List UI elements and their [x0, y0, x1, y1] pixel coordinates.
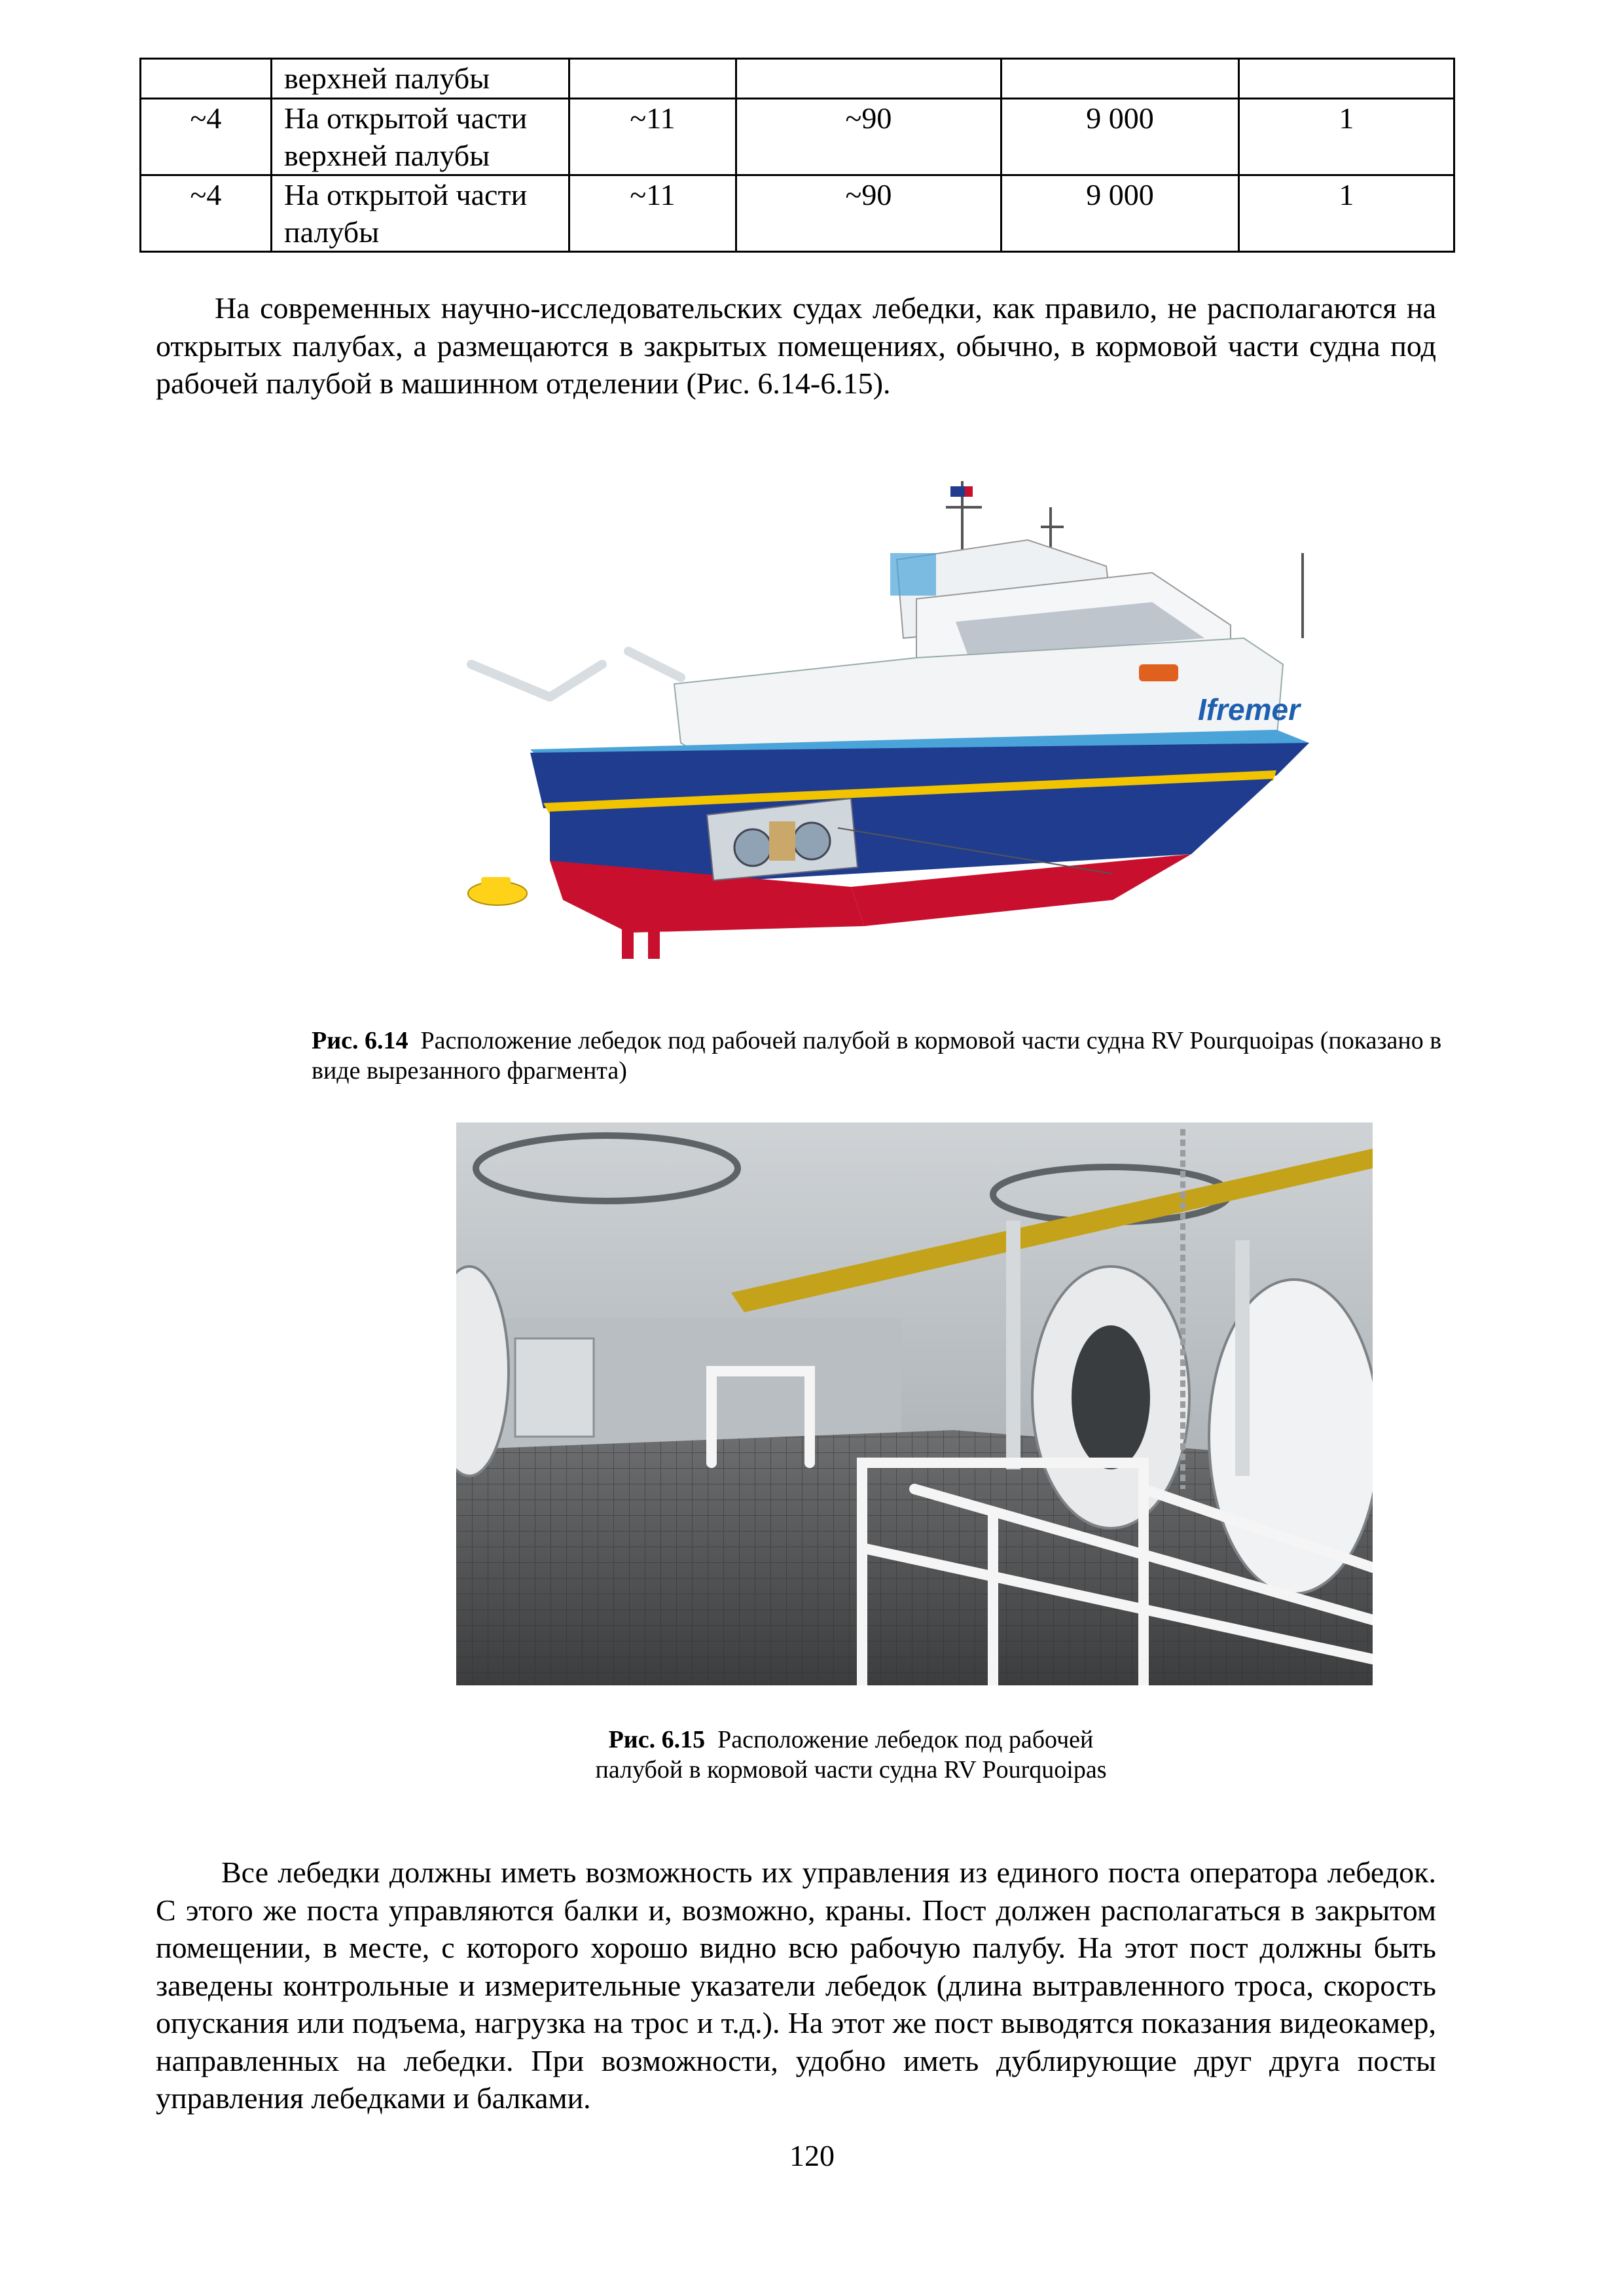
- caption-label: Рис. 6.14: [312, 1027, 408, 1054]
- table-cell: [569, 59, 736, 99]
- caption-line-1: Расположение лебедок под рабочей: [717, 1726, 1094, 1753]
- table-cell: верхней палубы: [272, 59, 569, 99]
- table-cell: ~4: [141, 175, 272, 252]
- table-cell: ~11: [569, 99, 736, 175]
- table-row: [141, 99, 1454, 175]
- caption-label: Рис. 6.15: [608, 1726, 706, 1753]
- lifeboat: [1139, 664, 1178, 681]
- table-cell: ~90: [736, 99, 1001, 175]
- table-cell: 9 000: [1001, 99, 1239, 175]
- winch-room-photo: [456, 1122, 1373, 1685]
- stern-cranes: [471, 651, 681, 697]
- table-cell: ~90: [736, 175, 1001, 252]
- table-cell: ~4: [141, 99, 272, 175]
- table-row: [141, 59, 1454, 99]
- table-cell: 1: [1239, 175, 1454, 252]
- table-cell: ~11: [569, 175, 736, 252]
- table-cell: [141, 59, 272, 99]
- winch-table: [139, 58, 1455, 253]
- table-cell: На открытой части палубы: [272, 175, 569, 252]
- body-paragraph: На современных научно-исследовательских судах лебедки, как правило, не располагаются на открытых палубах, а размещаются в закрытых помещениях, обычно, в кормовой части судна под рабочей палубой в машинном отделении (Рис. 6.14-6.15).: [156, 291, 1436, 400]
- flag-icon: [950, 486, 965, 497]
- table-cell: [1239, 59, 1454, 99]
- figure-caption-6-14: [312, 1026, 1490, 1086]
- ifremer-logo: Ifremer: [1198, 692, 1300, 726]
- ship-cutaway-figure: [458, 468, 1322, 985]
- table-cell: 1: [1239, 99, 1454, 175]
- table-cell: На открытой части верхней палубы: [272, 99, 569, 175]
- figure-caption-6-15: [393, 1725, 1309, 1785]
- caption-text: Расположение лебедок под рабочей палубой в кормовой части судна RV Pourquoipas (показано в виде вырезанного фрагмента): [312, 1027, 1442, 1085]
- table-row: [141, 175, 1454, 252]
- table-cell: [736, 59, 1001, 99]
- caption-line-2: палубой в кормовой части судна RV Pourquoipas: [595, 1756, 1107, 1784]
- page-number: 120: [789, 2139, 835, 2172]
- table-cell: [1001, 59, 1239, 99]
- body-paragraph: Все лебедки должны иметь возможность их управления из единого поста оператора лебедок. С этого же поста управляются балки и, возможно, краны. Пост должен располагаться в закрытом помещении, в месте, с которого хорошо видно всю рабочую палубу. На этот пост должны быть заведены контрольные и измерительные указатели лебедок (длина вытравленного троса, скорость опускания или подъема, нагрузка на трос и т.д.). На этот же пост выводятся показания видеокамер, направленных на лебедки. При возможности, удобно иметь дублирующие друг друга посты управления лебедками и балками.: [156, 1856, 1436, 2115]
- table-cell: 9 000: [1001, 175, 1239, 252]
